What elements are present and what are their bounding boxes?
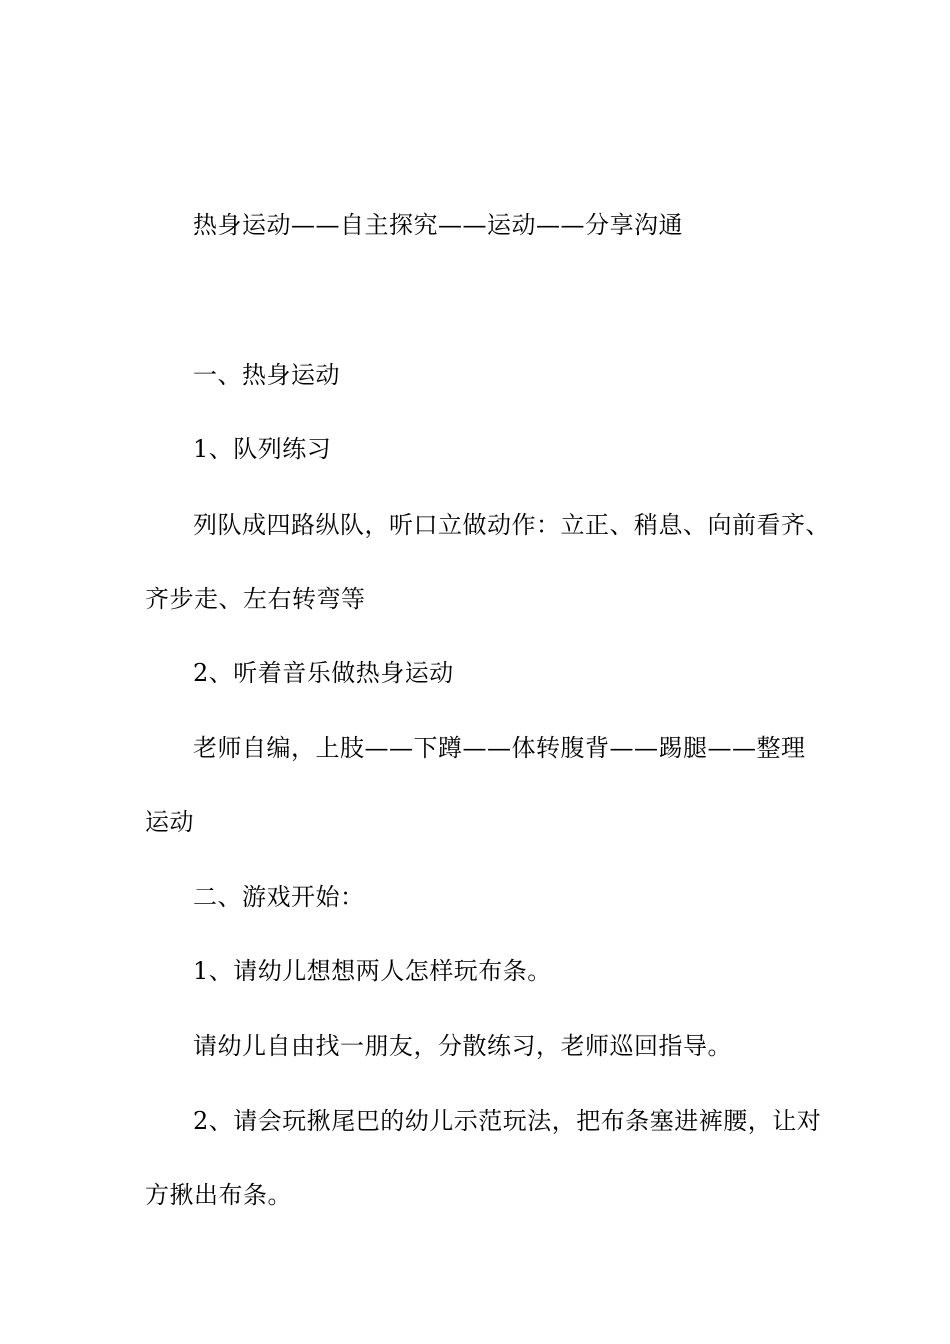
item-title-formation-practice: 1、队列练习: [193, 435, 332, 463]
item-title-music-warmup: 2、听着音乐做热身运动: [193, 659, 454, 687]
activity-flow-line: 热身运动——自主探究——运动——分享沟通: [193, 211, 683, 239]
item-title-cloth-play: 1、请幼儿想想两人怎样玩布条。: [193, 957, 552, 985]
paragraph-line: 齐步走、左右转弯等: [145, 585, 366, 613]
paragraph-line: 老师自编，上肢——下蹲——体转腹背——踢腿——整理: [193, 734, 806, 762]
paragraph-line: 2、请会玩揪尾巴的幼儿示范玩法，把布条塞进裤腰，让对: [193, 1107, 822, 1135]
section-heading-warmup: 一、热身运动: [193, 361, 340, 389]
section-heading-game-start: 二、游戏开始：: [193, 883, 365, 911]
paragraph-line: 方揪出布条。: [145, 1181, 292, 1209]
paragraph-line: 请幼儿自由找一朋友，分散练习，老师巡回指导。: [193, 1032, 732, 1060]
paragraph-line: 列队成四路纵队，听口立做动作：立正、稍息、向前看齐、: [193, 511, 830, 539]
paragraph-line: 运动: [145, 808, 194, 836]
